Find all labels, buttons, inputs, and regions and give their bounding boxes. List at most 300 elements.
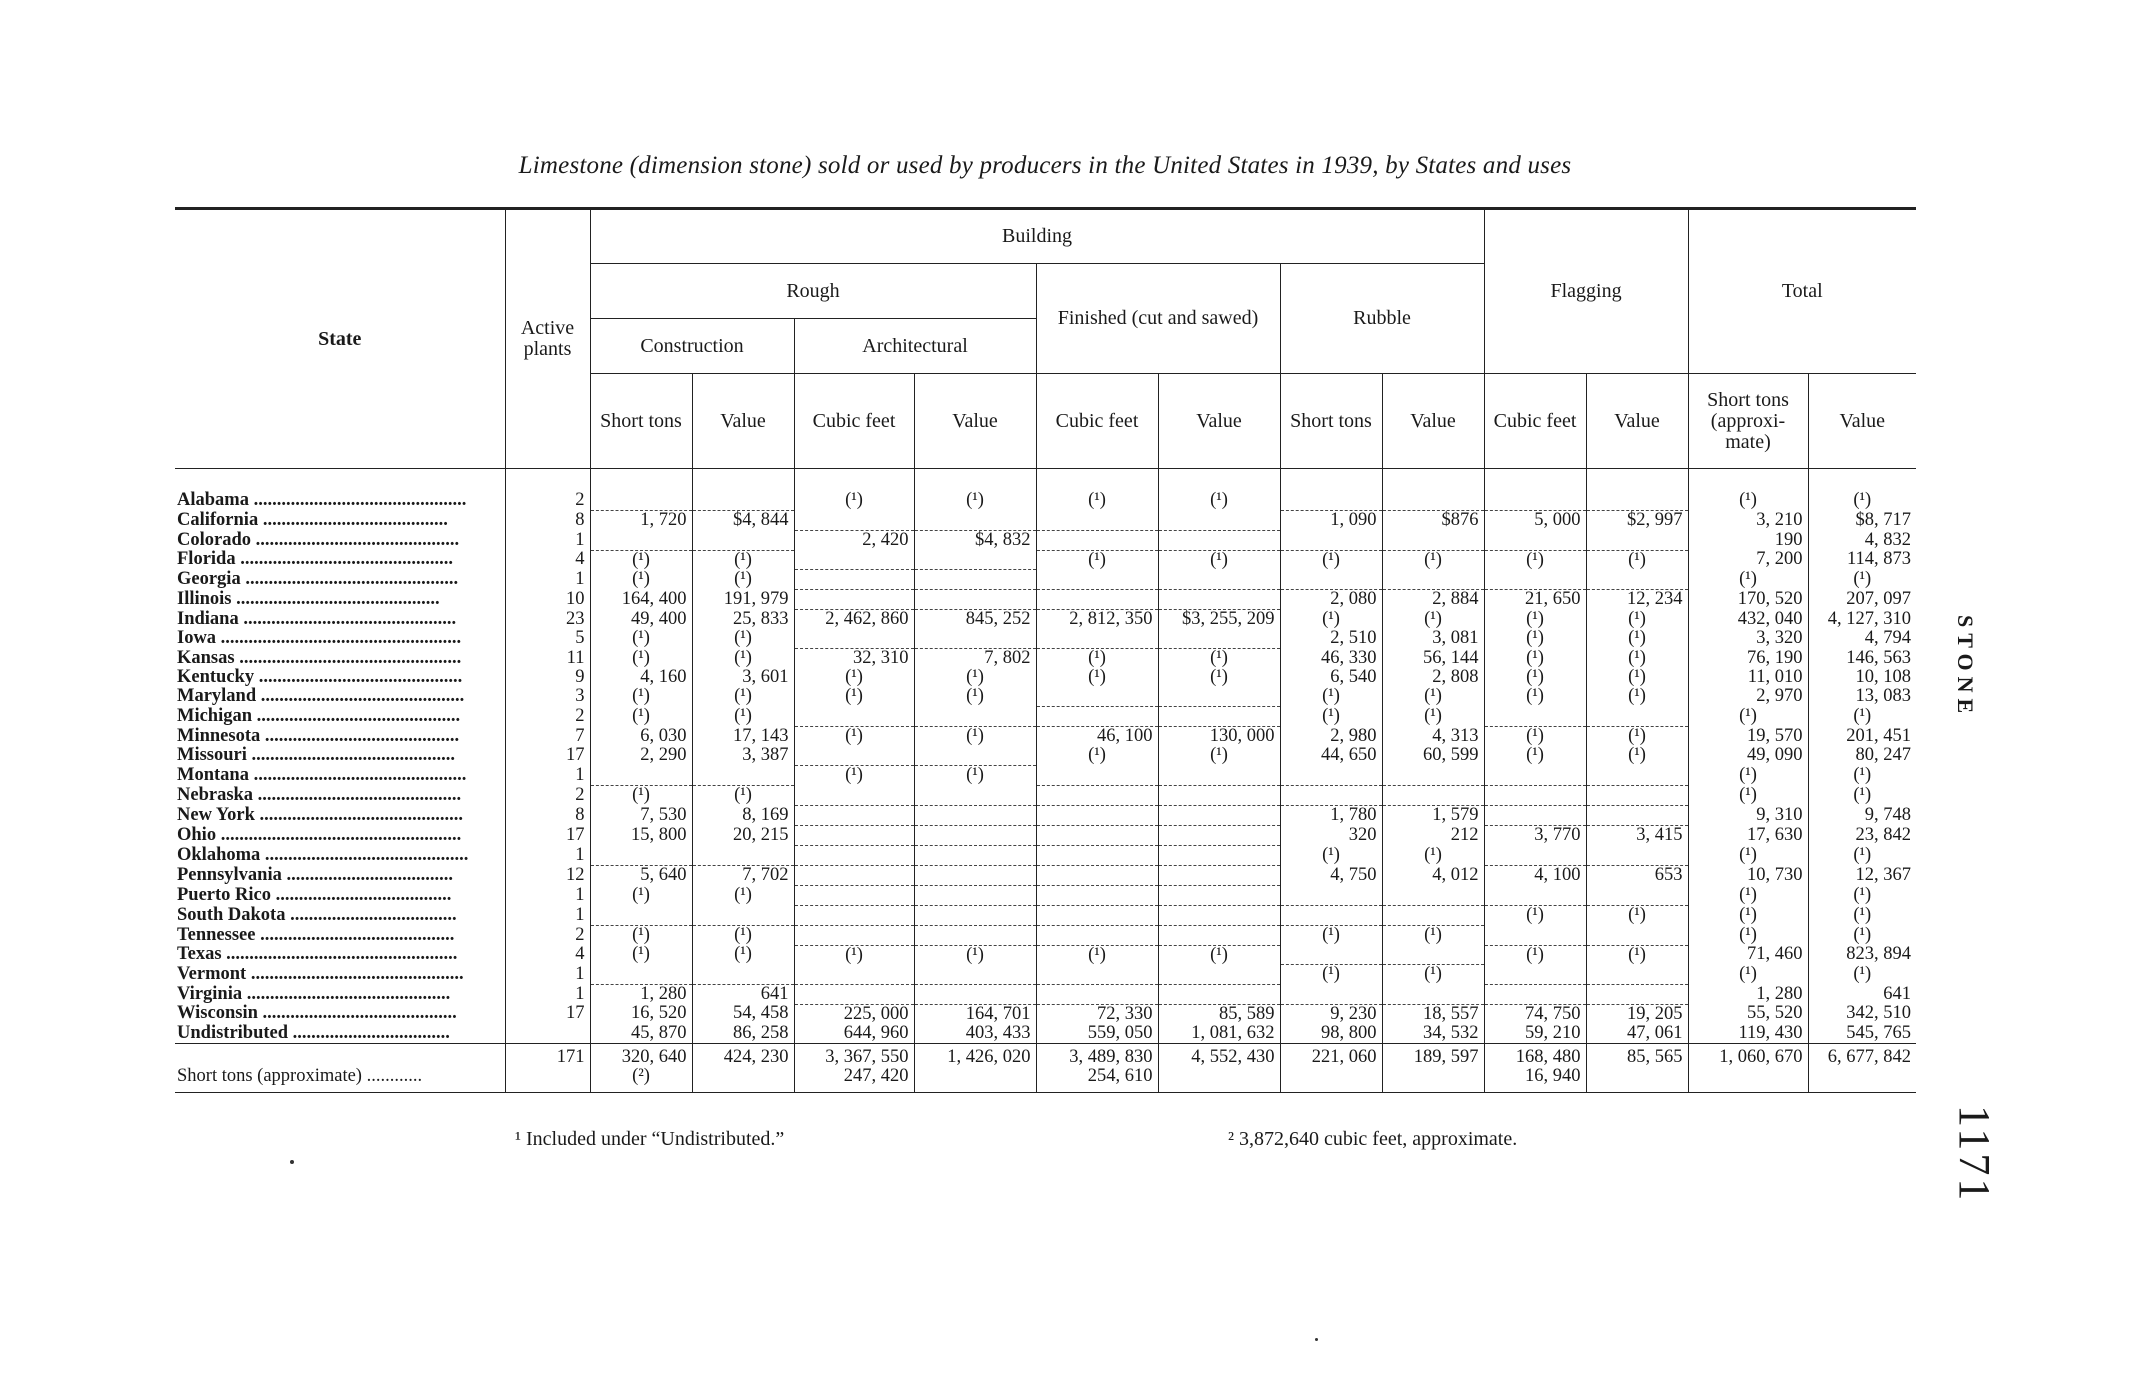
table-cell: (¹): [590, 629, 692, 649]
table-cell: [1280, 766, 1382, 786]
table-cell: 1, 090: [1280, 511, 1382, 531]
table-cell: (¹): [1158, 649, 1280, 669]
state-name: Oklahoma ............................................: [177, 845, 469, 865]
table-cell: 17: [505, 746, 590, 766]
totals-cell: 189, 597: [1382, 1043, 1484, 1067]
table-cell: $4, 844: [692, 511, 794, 531]
table-cell: [1036, 590, 1158, 610]
table-row: [175, 570, 1916, 590]
table-cell: [1158, 984, 1280, 1004]
table-cell: (¹): [692, 925, 794, 945]
table-cell: (¹): [1280, 610, 1382, 630]
table-cell: [1158, 530, 1280, 550]
table-cell: (¹): [914, 766, 1036, 786]
table-cell: [914, 511, 1036, 531]
table-cell: 2, 808: [1382, 668, 1484, 687]
table-cell: 49, 090: [1688, 746, 1808, 766]
table-cell: (¹): [1586, 668, 1688, 687]
print-speck: [290, 1160, 294, 1164]
state-name: Maryland ............................................: [177, 687, 465, 707]
state-name: Alabama ..............................................: [177, 491, 467, 511]
table-cell: (¹): [1688, 845, 1808, 865]
table-cell: (¹): [1808, 766, 1916, 786]
table-cell: [692, 965, 794, 985]
table-cell: [1280, 905, 1382, 925]
table-cell: $2, 997: [1586, 511, 1688, 531]
table-cell: (¹): [1158, 668, 1280, 687]
table-cell: [590, 845, 692, 865]
table-row: [175, 687, 1916, 707]
table-cell: [1280, 530, 1382, 550]
table-cell: 17, 143: [692, 727, 794, 747]
short-tons-cell: 254, 610: [1036, 1067, 1158, 1093]
table-row: [175, 707, 1916, 727]
table-cell: [1280, 570, 1382, 590]
table-cell: [1586, 925, 1688, 945]
table-cell: $3, 255, 209: [1158, 610, 1280, 630]
table-row: [175, 865, 1916, 885]
table-cell: (¹): [1688, 965, 1808, 985]
table-cell: [1036, 965, 1158, 985]
table-row: [175, 668, 1916, 687]
table-cell: 320: [1280, 825, 1382, 845]
state-name: Undistributed ..................................: [177, 1023, 450, 1043]
table-cell: 1, 579: [1382, 805, 1484, 825]
short-tons-cell: [1808, 1067, 1916, 1093]
table-cell: (¹): [1808, 905, 1916, 925]
table-cell: 170, 520: [1688, 590, 1808, 610]
table-cell: $4, 832: [914, 530, 1036, 550]
table-row: [175, 905, 1916, 925]
footnote-2: ² 3,872,640 cubic feet, approximate.: [1228, 1128, 1518, 1150]
table-cell: [1158, 629, 1280, 649]
table-cell: 8: [505, 805, 590, 825]
table-cell: (¹): [1382, 965, 1484, 985]
table-cell: (¹): [914, 727, 1036, 747]
table-cell: [1586, 766, 1688, 786]
table-cell: (¹): [1688, 905, 1808, 925]
table-cell: 23: [505, 610, 590, 630]
table-cell: [1484, 805, 1586, 825]
table-cell: [692, 845, 794, 865]
table-cell: 74, 750: [1484, 1004, 1586, 1024]
table-cell: 146, 563: [1808, 649, 1916, 669]
table-cell: 10, 108: [1808, 668, 1916, 687]
table-row: [175, 785, 1916, 805]
table-cell: (¹): [794, 668, 914, 687]
table-cell: 7, 530: [590, 805, 692, 825]
table-cell: 2, 812, 350: [1036, 610, 1158, 630]
table-cell: [1586, 530, 1688, 550]
table-cell: [1586, 805, 1688, 825]
table-cell: 19, 205: [1586, 1004, 1688, 1024]
table-cell: (¹): [1158, 491, 1280, 511]
table-cell: (¹): [1808, 845, 1916, 865]
table-cell: 1: [505, 530, 590, 550]
table-cell: [1586, 984, 1688, 1004]
table-cell: [1484, 925, 1586, 945]
table-cell: (¹): [794, 766, 914, 786]
table-cell: (¹): [1036, 668, 1158, 687]
table-cell: (¹): [1036, 945, 1158, 965]
table-cell: 55, 520: [1688, 1004, 1808, 1024]
table-cell: 32, 310: [794, 649, 914, 669]
table-cell: 2: [505, 491, 590, 511]
table-row: [175, 885, 1916, 905]
table-cell: [590, 965, 692, 985]
table-cell: (¹): [1280, 965, 1382, 985]
table-cell: 114, 873: [1808, 550, 1916, 570]
table-cell: 190: [1688, 530, 1808, 550]
table-cell: 1, 280: [590, 984, 692, 1004]
table-cell: (¹): [1586, 649, 1688, 669]
table-cell: [1158, 805, 1280, 825]
table-row: [175, 1024, 1916, 1044]
print-speck: [1315, 1338, 1318, 1341]
table-cell: (¹): [692, 649, 794, 669]
table-cell: 845, 252: [914, 610, 1036, 630]
table-row: [175, 825, 1916, 845]
table-cell: [1280, 785, 1382, 805]
table-cell: [794, 550, 914, 570]
table-cell: 19, 570: [1688, 727, 1808, 747]
table-cell: 212: [1382, 825, 1484, 845]
table-cell: [1484, 965, 1586, 985]
table-cell: 46, 330: [1280, 649, 1382, 669]
table-cell: 3, 387: [692, 746, 794, 766]
table-cell: 6, 540: [1280, 668, 1382, 687]
table-cell: 3, 320: [1688, 629, 1808, 649]
table-cell: [505, 1024, 590, 1044]
table-row: [175, 925, 1916, 945]
table-cell: [1586, 885, 1688, 905]
table-cell: 5, 000: [1484, 511, 1586, 531]
table-cell: [590, 905, 692, 925]
table-cell: [914, 905, 1036, 925]
table-cell: [1484, 885, 1586, 905]
table-cell: (¹): [590, 570, 692, 590]
table-cell: 12, 234: [1586, 590, 1688, 610]
table-cell: 5: [505, 629, 590, 649]
table-cell: 86, 258: [692, 1024, 794, 1044]
table-cell: [794, 707, 914, 727]
table-cell: (¹): [1586, 629, 1688, 649]
table-cell: (¹): [914, 491, 1036, 511]
table-cell: [1586, 785, 1688, 805]
table-cell: [1484, 785, 1586, 805]
table-cell: 1: [505, 905, 590, 925]
table-cell: 12, 367: [1808, 865, 1916, 885]
table-cell: (¹): [590, 885, 692, 905]
state-name: Missouri ............................................: [177, 746, 456, 766]
state-name: Pennsylvania ....................................: [177, 865, 453, 885]
table-cell: [1036, 905, 1158, 925]
table-row: [175, 965, 1916, 985]
table-cell: (¹): [1484, 668, 1586, 687]
table-cell: (¹): [1280, 687, 1382, 707]
table-cell: 17: [505, 825, 590, 845]
state-name: Wisconsin ..........................................: [177, 1004, 457, 1024]
table-cell: 4, 832: [1808, 530, 1916, 550]
table-cell: $8, 717: [1808, 511, 1916, 531]
table-cell: 9, 748: [1808, 805, 1916, 825]
table-cell: (¹): [1586, 550, 1688, 570]
table-cell: [794, 805, 914, 825]
short-tons-cell: 247, 420: [794, 1067, 914, 1093]
table-cell: 823, 894: [1808, 945, 1916, 965]
table-cell: (¹): [692, 885, 794, 905]
state-name: Tennessee ..........................................: [177, 925, 455, 945]
table-cell: 6, 030: [590, 727, 692, 747]
table-cell: [1382, 945, 1484, 965]
table-cell: 7, 702: [692, 865, 794, 885]
table-cell: [1158, 925, 1280, 945]
table-cell: [794, 590, 914, 610]
table-cell: (¹): [692, 707, 794, 727]
table-cell: 644, 960: [794, 1024, 914, 1044]
table-cell: (¹): [1158, 945, 1280, 965]
table-cell: (¹): [794, 945, 914, 965]
state-name: Minnesota ..........................................: [177, 726, 460, 746]
table-cell: (¹): [1688, 707, 1808, 727]
table-cell: [794, 865, 914, 885]
table-cell: [914, 785, 1036, 805]
table-cell: [1484, 766, 1586, 786]
table-cell: 49, 400: [590, 610, 692, 630]
header-total-short-tons: Short tons (approxi-mate): [1688, 374, 1808, 469]
table-cell: 47, 061: [1586, 1024, 1688, 1044]
table-cell: (¹): [1036, 649, 1158, 669]
table-cell: [914, 984, 1036, 1004]
table-row: [175, 984, 1916, 1004]
table-cell: [1586, 570, 1688, 590]
header-total: Total: [1688, 209, 1916, 374]
table-cell: [1036, 805, 1158, 825]
table-cell: 2, 510: [1280, 629, 1382, 649]
table-cell: [914, 590, 1036, 610]
totals-body: [175, 1043, 1916, 1092]
short-tons-cell: [692, 1067, 794, 1093]
table-cell: [1158, 766, 1280, 786]
table-cell: (¹): [1484, 687, 1586, 707]
table-cell: 76, 190: [1688, 649, 1808, 669]
table-cell: (¹): [1484, 945, 1586, 965]
state-name: Michigan ............................................: [177, 706, 461, 726]
table-cell: [1158, 707, 1280, 727]
table-cell: [692, 491, 794, 511]
table-cell: 2, 290: [590, 746, 692, 766]
table-cell: (¹): [590, 707, 692, 727]
table-row: [175, 727, 1916, 747]
short-tons-cell: [1280, 1067, 1382, 1093]
table-cell: [794, 885, 914, 905]
table-row: [175, 590, 1916, 610]
table-cell: 164, 400: [590, 590, 692, 610]
table-cell: 1: [505, 885, 590, 905]
table-cell: 3: [505, 687, 590, 707]
table-cell: 4, 160: [590, 668, 692, 687]
table-cell: (¹): [1688, 885, 1808, 905]
totals-row: [175, 1043, 1916, 1067]
table-cell: 559, 050: [1036, 1024, 1158, 1044]
table-cell: [794, 825, 914, 845]
table-cell: (¹): [590, 649, 692, 669]
totals-cell: 171: [505, 1043, 590, 1067]
totals-cell: 221, 060: [1280, 1043, 1382, 1067]
table-cell: 4: [505, 945, 590, 965]
table-cell: 13, 083: [1808, 687, 1916, 707]
table-cell: (¹): [590, 785, 692, 805]
table-cell: (¹): [1808, 707, 1916, 727]
table-cell: 34, 532: [1382, 1024, 1484, 1044]
table-cell: 432, 040: [1688, 610, 1808, 630]
state-name: Vermont ..............................................: [177, 964, 464, 984]
table-cell: 164, 701: [914, 1004, 1036, 1024]
table-cell: (¹): [1382, 550, 1484, 570]
table-cell: [1036, 766, 1158, 786]
table-cell: (¹): [1586, 746, 1688, 766]
totals-cell: 1, 060, 670: [1688, 1043, 1808, 1067]
state-name: Virginia ............................................: [177, 984, 451, 1004]
table-cell: [1280, 945, 1382, 965]
table-cell: 8: [505, 511, 590, 531]
table-cell: 653: [1586, 865, 1688, 885]
table-cell: 1, 280: [1688, 984, 1808, 1004]
table-cell: 15, 800: [590, 825, 692, 845]
table-cell: $876: [1382, 511, 1484, 531]
table-cell: 17: [505, 1004, 590, 1024]
table-cell: 7, 200: [1688, 550, 1808, 570]
state-name: Ohio ....................................................: [177, 825, 462, 845]
table-cell: (¹): [1586, 727, 1688, 747]
table-cell: 3, 770: [1484, 825, 1586, 845]
table-cell: (¹): [1484, 905, 1586, 925]
table-cell: (¹): [794, 491, 914, 511]
table-row: [175, 610, 1916, 630]
state-name: Colorado ............................................: [177, 530, 460, 550]
totals-cell: 1, 426, 020: [914, 1043, 1036, 1067]
state-name: Georgia ..............................................: [177, 569, 459, 589]
table-cell: (¹): [1382, 610, 1484, 630]
table-cell: (¹): [1808, 885, 1916, 905]
table-cell: (¹): [1688, 491, 1808, 511]
table-cell: 1: [505, 965, 590, 985]
table-cell: 7, 802: [914, 649, 1036, 669]
table-cell: [1036, 707, 1158, 727]
table-cell: [1484, 530, 1586, 550]
table-cell: (¹): [1586, 905, 1688, 925]
table-row: [175, 805, 1916, 825]
table-cell: [1158, 965, 1280, 985]
table-cell: 2, 884: [1382, 590, 1484, 610]
table-cell: 4, 313: [1382, 727, 1484, 747]
table-row: [175, 530, 1916, 550]
table-cell: 207, 097: [1808, 590, 1916, 610]
table-cell: 1, 780: [1280, 805, 1382, 825]
table-cell: [914, 865, 1036, 885]
short-tons-cell: [1382, 1067, 1484, 1093]
header-architectural: Architectural: [794, 319, 1036, 374]
table-cell: [1586, 707, 1688, 727]
table-cell: 21, 650: [1484, 590, 1586, 610]
table-cell: [1280, 491, 1382, 511]
table-cell: (¹): [1484, 649, 1586, 669]
table-cell: [914, 550, 1036, 570]
footnote-1: ¹ Included under “Undistributed.”: [515, 1128, 785, 1150]
table-cell: 80, 247: [1808, 746, 1916, 766]
table-cell: (¹): [1036, 491, 1158, 511]
table-cell: [794, 511, 914, 531]
table-cell: [1036, 984, 1158, 1004]
table-cell: [1036, 785, 1158, 805]
table-cell: [1382, 885, 1484, 905]
table-cell: (¹): [1808, 965, 1916, 985]
table-cell: 23, 842: [1808, 825, 1916, 845]
table-cell: (¹): [914, 687, 1036, 707]
table-row: [175, 845, 1916, 865]
table-cell: (¹): [1158, 550, 1280, 570]
table-cell: 16, 520: [590, 1004, 692, 1024]
table-cell: 1: [505, 766, 590, 786]
table-cell: (¹): [1382, 707, 1484, 727]
table-cell: [1382, 530, 1484, 550]
state-name: Texas ..................................................: [177, 945, 458, 965]
table-cell: 342, 510: [1808, 1004, 1916, 1024]
table-cell: 12: [505, 865, 590, 885]
table-cell: 1: [505, 984, 590, 1004]
table-cell: [1158, 511, 1280, 531]
table-cell: (¹): [1382, 925, 1484, 945]
table-cell: 3, 415: [1586, 825, 1688, 845]
table-cell: [1036, 687, 1158, 707]
table-cell: 3, 601: [692, 668, 794, 687]
table-cell: [1036, 629, 1158, 649]
table-cell: (¹): [590, 550, 692, 570]
table-cell: (¹): [1382, 845, 1484, 865]
table-body: [175, 469, 1916, 1044]
header-rough: Rough: [590, 264, 1036, 319]
short-tons-cell: [1688, 1067, 1808, 1093]
table-cell: 20, 215: [692, 825, 794, 845]
header-rubble-short-tons: Short tons: [1280, 374, 1382, 469]
table-row: [175, 491, 1916, 511]
table-cell: [914, 845, 1036, 865]
table-cell: [1036, 825, 1158, 845]
table-cell: [1036, 511, 1158, 531]
table-cell: [590, 491, 692, 511]
table-cell: 4, 012: [1382, 865, 1484, 885]
table-cell: 72, 330: [1036, 1004, 1158, 1024]
table-cell: [914, 925, 1036, 945]
table-cell: 2: [505, 707, 590, 727]
table-cell: [1158, 590, 1280, 610]
page-number: 1171: [1950, 1105, 1999, 1204]
table-cell: [1158, 885, 1280, 905]
table-row: [175, 649, 1916, 669]
table-cell: 5, 640: [590, 865, 692, 885]
table-cell: [914, 965, 1036, 985]
table-cell: 4: [505, 550, 590, 570]
table-cell: (¹): [1280, 925, 1382, 945]
table-cell: 191, 979: [692, 590, 794, 610]
table-cell: (¹): [1808, 785, 1916, 805]
table-cell: 1: [505, 570, 590, 590]
table-cell: [1158, 570, 1280, 590]
table-row: [175, 550, 1916, 570]
totals-cell: 4, 552, 430: [1158, 1043, 1280, 1067]
table-cell: [1382, 491, 1484, 511]
short-tons-cell: [914, 1067, 1036, 1093]
